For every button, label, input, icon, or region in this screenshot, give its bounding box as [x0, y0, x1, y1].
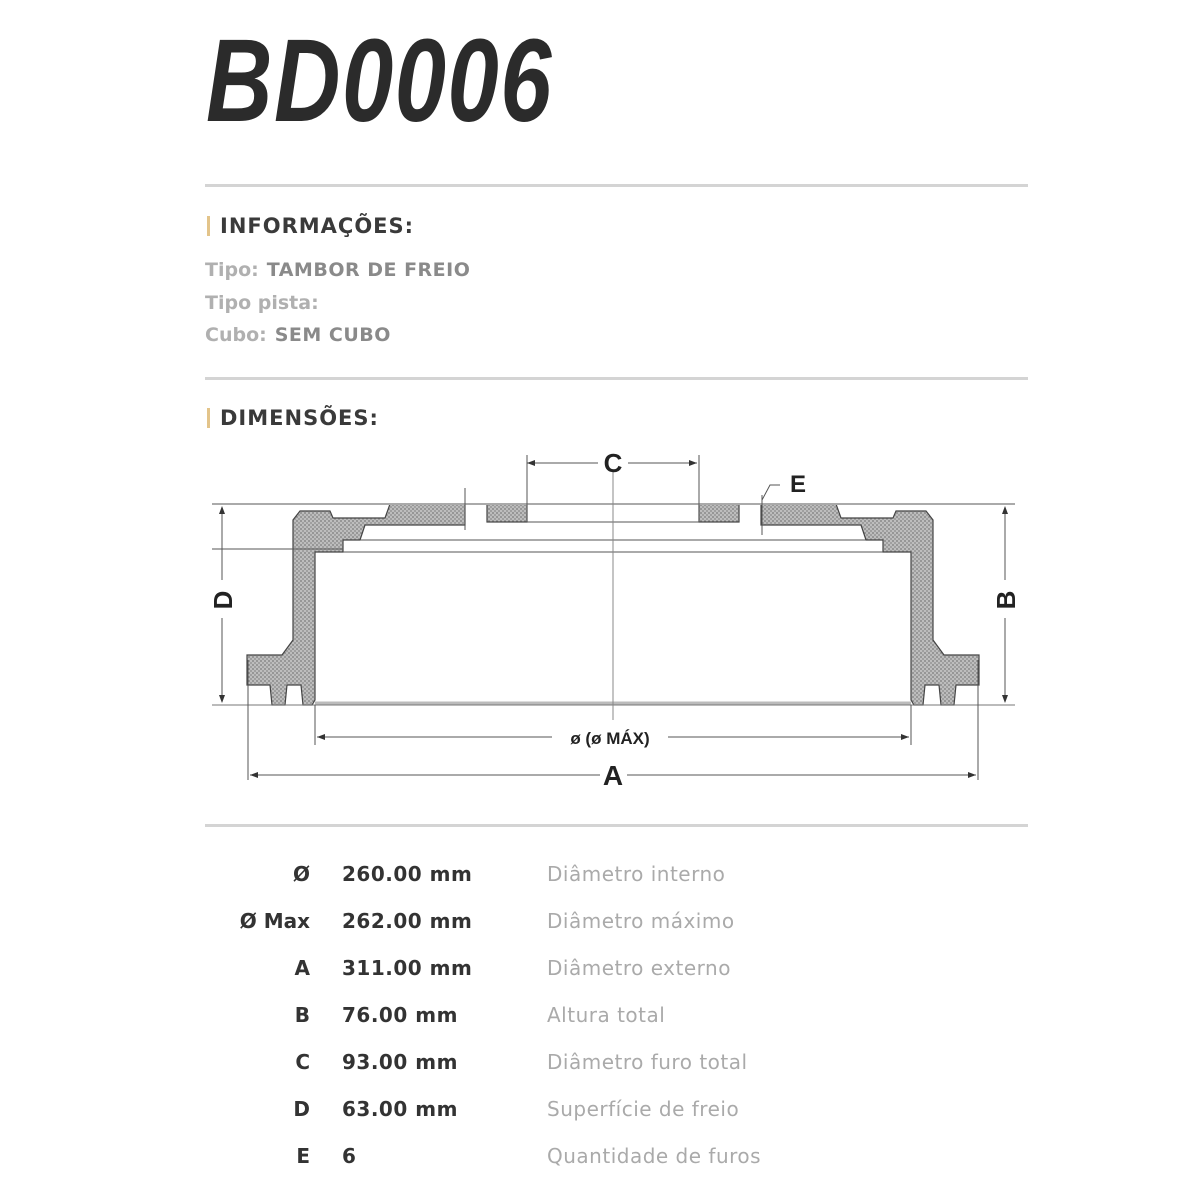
divider [205, 824, 1028, 827]
dimension-value: 262.00 mm [342, 909, 473, 933]
dimension-value: 311.00 mm [342, 956, 473, 980]
label-c: C [603, 448, 623, 478]
info-value: SEM CUBO [274, 324, 391, 346]
dimension-description: Diâmetro máximo [547, 909, 735, 933]
product-code-title: BD0006 [206, 15, 554, 147]
table-row [200, 956, 1000, 986]
dimension-value: 93.00 mm [342, 1050, 458, 1074]
info-value: TAMBOR DE FREIO [266, 259, 471, 281]
label-a: A [602, 760, 624, 791]
label-e: E [789, 471, 807, 498]
info-label: Cubo: [205, 324, 267, 346]
info-label: Tipo pista: [205, 292, 319, 314]
heading-text: DIMENSÕES: [220, 406, 379, 430]
dimension-value: 63.00 mm [342, 1097, 458, 1121]
info-label: Tipo: [205, 259, 259, 281]
dimension-symbol: B [294, 1003, 310, 1027]
dimension-symbol: E [296, 1144, 310, 1168]
table-row [200, 1003, 1000, 1033]
dimension-symbol: Ø Max [239, 909, 310, 933]
table-row [200, 1097, 1000, 1127]
dimension-symbol: D [293, 1097, 310, 1121]
dimension-description: Diâmetro furo total [547, 1050, 748, 1074]
dimension-value: 260.00 mm [342, 862, 473, 886]
label-b: B [991, 590, 1021, 610]
table-row [200, 862, 1000, 892]
table-row [200, 909, 1000, 939]
dimension-description: Superfície de freio [547, 1097, 740, 1121]
dimension-description: Quantidade de furos [547, 1144, 762, 1168]
dimension-description: Altura total [547, 1003, 666, 1027]
label-diameter: ø (ø MÁX) [570, 729, 650, 748]
dimension-value: 6 [342, 1144, 357, 1168]
dimension-description: Diâmetro interno [547, 862, 726, 886]
dimension-symbol: Ø [292, 862, 310, 886]
dimension-description: Diâmetro externo [547, 956, 731, 980]
dimension-symbol: C [295, 1050, 310, 1074]
heading-text: INFORMAÇÕES: [220, 214, 415, 238]
label-d: D [208, 590, 238, 610]
dimension-symbol: A [294, 956, 310, 980]
dimension-value: 76.00 mm [342, 1003, 458, 1027]
table-row [200, 1144, 1000, 1174]
table-row [200, 1050, 1000, 1080]
